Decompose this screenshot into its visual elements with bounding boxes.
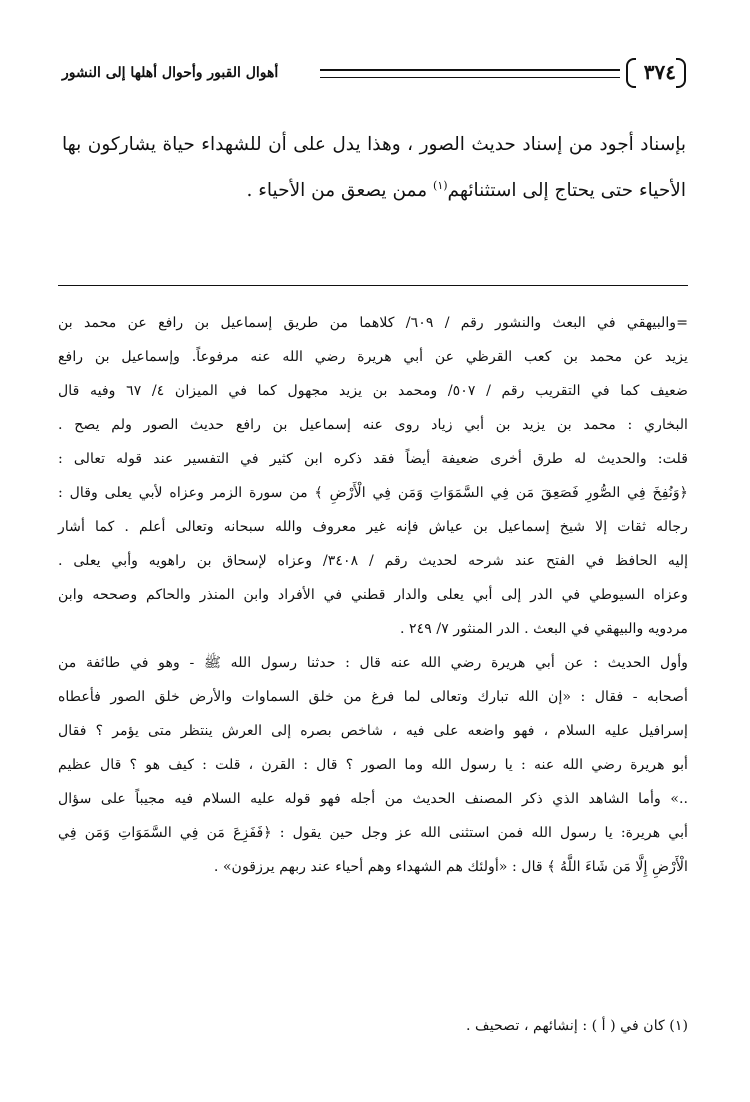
body-line: بإسناد أجود من إسناد حديث الصور ، وهذا يدل على أن للشهداء حياة يشاركون بها [62,134,686,155]
footnote-line: البخاري : محمد بن يزيد بن أبي زياد روى عنه إسماعيل بن رافع حديث الصور ولم يصح . [58,417,688,433]
footnote-line: أبي هريرة: يا رسول الله فمن استثنى الله عز وجل حين يقول : ﴿فَفَزِعَ مَن فِي السَّمَوَاتِ وَمَن فِي [58,825,688,841]
running-title: أهوال القبور وأحوال أهلها إلى النشور [62,65,279,81]
footnote-line: إسرافيل عليه السلام ، فهو واضعه على فيه ، شاخص بصره إلى العرش ينتظر متى يؤمر ؟ فقال [58,723,688,739]
footnote-line: ضعيف كما في التقريب رقم / ٥٠٧/ ومحمد بن يزيد مجهول كما في الميزان ٤/ ٦٧ وفيه قال [58,383,688,399]
footnotes [58,306,688,884]
footnote-line: =والبيهقي في البعث والنشور رقم / ٦٠٩/ كلاهما من طريق إسماعيل بن رافع عن محمد بن [58,315,688,331]
footnote-line: مردويه والبيهقي في البعث . الدر المنثور ٧/ ٢٤٩ . [400,621,688,637]
main-text [62,122,686,214]
footnote-line: وعزاه السيوطي في الدر إلى أبي يعلى والدار قطني في الأفراد وابن المنذر والحاكم وصححه وابن [58,587,688,603]
body-line [62,168,686,214]
footnote-line: أبو هريرة رضي الله عنه : يا رسول الله وما الصور ؟ قال : القرن ، قلت : كيف هو ؟ قال عظيم [58,757,688,773]
footnote-line: ﴿وَنُفِخَ فِي الصُّورِ فَصَعِقَ مَن فِي السَّمَوَاتِ وَمَن فِي الْأَرْضِ ﴾ من سورة الزمر وعزاه لأبي يعلى وقال : [58,485,688,501]
footnote-line: وأول الحديث : عن أبي هريرة رضي الله عنه قال : حدثنا رسول الله ﷺ - وهو في طائفة من [58,655,688,671]
footnote-reference: (١) [433,178,448,192]
body-line-part: ممن يصعق من الأحياء . [246,180,434,201]
footnote-separator [58,285,688,286]
footnote-line: إليه الحافظ في الفتح عند شرحه لحديث رقم / ٣٤٠٨/ وعزاه لإسحاق بن راهويه وأبي يعلى . [58,553,689,569]
body-line-part: الأحياء حتى يحتاج إلى استثنائهم [447,180,686,201]
footnote-line: أصحابه - فقال : «إن الله تبارك وتعالى لما فرغ من خلق السماوات والأرض خلق الصور فأعطاه [58,689,688,705]
footnote-line: ..» وأما الشاهد الذي ذكر المصنف الحديث من أجله فهو قوله عليه السلام فيه مجيباً على سؤال [58,791,688,807]
footnote-one: (١) كان في ( أ ) : إنشائهم ، تصحيف . [466,1018,688,1034]
footnote-line: يزيد عن محمد بن كعب القرظي عن أبي هريرة رضي الله عنه مرفوعاً. وإسماعيل بن رافع [58,349,688,365]
page-number: ٣٧٤ [643,60,676,84]
footnote-line: الْأَرْضِ إِلَّا مَن شَاءَ اللَّهُ ﴾ قال : «أولئك هم الشهداء وهم أحياء عند ربهم يرزقون» . [213,859,688,875]
header-rule [320,69,620,78]
running-header [62,58,686,90]
footnote-line: قلت: والحديث له طرق أخرى ضعيفة أيضاً فقد ذكره ابن كثير في التفسير عند قوله تعالى : [58,451,688,467]
footnote-line: رجاله ثقات إلا شيخ إسماعيل بن عياش فإنه غير معروف والله سبحانه وتعالى أعلم . كما أشار [58,519,688,535]
